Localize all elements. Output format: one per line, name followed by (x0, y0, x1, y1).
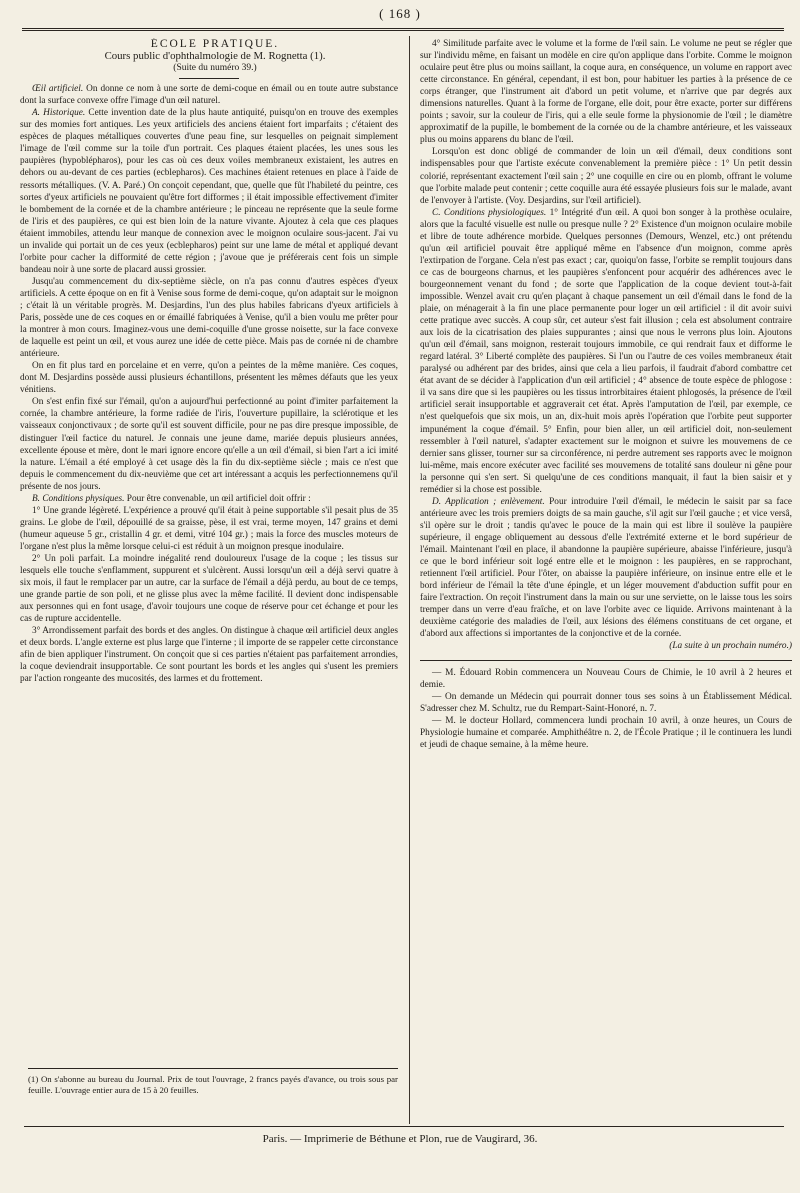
paragraph-polish: 2° Un poli parfait. La moindre inégalité rend douloureux l'usage de la coque ; les tissus sur lesquels elle touche s'enflamment, suppurent et s'ulcèrent. Aussi lorsqu'un œil a déjà servi quatre à six mois, il faut le remplacer par un autre, car la surface de l'émail a déjà perdu, au bout de ce temps, une grande partie de son poli, et ne glisse plus avec la même facilité. Il devient donc indispensable aux personnes qui en font usage, d'avoir toujours une coque de réserve pour cet échange et pour les cas de rupture accidentelle. (20, 553, 398, 625)
paragraph-history (20, 107, 398, 276)
footnote: (1) On s'abonne au bureau du Journal. Prix de tout l'ouvrage, 2 francs payés d'avance, ou trois sous par feuille. L'ouvrage entier aura de 15 à 20 feuilles. (28, 1074, 398, 1095)
imprint-rule (24, 1126, 784, 1127)
section-title: ÉCOLE PRATIQUE. (150, 38, 280, 50)
section-subtitle: Cours public d'ophthalmologie de M. Rognetta (1). (104, 50, 326, 63)
page-number: ( 168 ) (379, 6, 421, 21)
notice-item: — On demande un Médecin qui pourrait donner tous ses soins à un Établissement Médical. S'adresser chez M. Schultz, rue du Rempart-Saint-Honoré, n. 7. (420, 692, 792, 715)
paragraph-label: Œil artificiel. (32, 84, 84, 95)
paragraph-label: D. Application ; enlèvement. (432, 496, 545, 507)
right-column (420, 38, 792, 1098)
paragraph-enamel: On s'est enfin fixé sur l'émail, qu'on a aujourd'hui perfectionné au point d'imiter parfaitement la cornée, la chambre antérieure, la forme radiée de l'iris, l'ouverture pupillaire, la sclérotique et les vaisseaux conjonctivaux ; de sorte qu'il est souvent difficile, pour ne pas dire presque impossible, de distinguer l'œil factice du naturel. Je connais une jeune dame, mariée depuis plusieurs années, excellente épouse et mère, dont le mari ignore encore qu'elle a un œil d'émail, si bien l'art a ici imité la nature. L'émail a été employé à cet usage dès la fin du dix-septième siècle ; mais ce n'est que depuis le commencement du dix-neuvième que cet art intéressant a acquis les perfectionnemens qu'il présente de nos jours. (20, 397, 398, 492)
paragraph-text: 1° Intégrité d'un œil. A quoi bon songer à la prothèse oculaire, alors que la faculté visuelle est nulle ou presque nulle ? 2° Existence d'un moignon oculaire mobile et libre de toute adhérence morbide. Quelques personnes (Demours, Wenzel, etc.) ont prétendu qu'un œil artificiel pouvait être appliqué même en l'absence d'un moignon, comme après l'extirpation de l'organe. Cela n'est pas exact ; car, quoiqu'on fasse, l'orbite se remplit toujours dans ce cas de bourgeons charnus, et les paupières s'enfoncent pour acquérir des adhérences avec le bourgeonnement venant du fond ; de sorte que l'application de la coque devient tout-à-fait impossible. Wenzel avait cru qu'en plaçant à chaque pansement un œil d'émail dans le fond de la plaie, on ménagerait à la fin une place permanente pour loger un œil artificiel : il dit avoir suivi cette pratique avec succès. A coup sûr, cet auteur s'est fait illusion ; cela est absolument contraire aux lois de la cicatrisation des plaies suppurantes ; ainsi que nous le verrons plus loin. Ajoutons qu'un œil d'émail, sans moignon, resterait toujours immobile, ce qui rendrait faux et difforme le regard latéral. 3° Liberté complète des paupières. Si l'un ou l'autre de ces voiles membraneux était paralysé ou adhérent par des brides, ainsi que cela a lieu parfois, il faudrait d'abord combattre cet état avant de se décider à l'application d'un œil artificiel ; 4° absence de toute espèce de phlogose : il va sans dire que si les paupières ou les tissus introrbitaires étaient phlogosés, la présence de l'œil artificiel serait insupportable et aggraverait cet état. Après l'amputation de l'œil, par exemple, ce n'est quelquefois que six mois, un an, dix-huit mois après l'opération que l'orbite peut supporter impunément la coque d'émail. 5° Enfin, pour bien aller, un œil artificiel doit, non-seulement ressembler à l'œil naturel, s'adapter exactement sur le moignon et suivre les mouvemens de ce dernier sans glisser, tourner sur sa circonférence, ni perdre autrement ses rapports avec le moignon lui-même, mais encore exécuter avec facilité ses mouvemens de totalité sans douleur ni gêne pour la personne qui s'en sert. Si quelqu'une de ces conditions manquait, il faut la bien saisir et y remédier si la chose est possible. (420, 207, 792, 495)
paragraph-porcelain: On en fit plus tard en porcelaine et en verre, qu'on a peintes de la même manière. Ces coques, dont M. Desjardins possède aussi plusieurs échantillons, présentent les mêmes défauts que les yeux vénitiens. (20, 361, 398, 396)
column-divider (409, 36, 410, 1124)
paragraph-lightness: 1° Une grande légèreté. L'expérience a prouvé qu'il était à peine supportable s'il pesait plus de 35 grains. Le globe de l'œil, dépouillé de sa graisse, pèse, il est vrai, terme moyen, 147 grains et demi (humeur aqueuse 5 gr., cristallin 4 gr. et demi, vitré 104 gr.) ; mais la force des muscles moteurs de l'organe n'est plus la même lorsque celui-ci est réduit à un moignon presque inodulaire. (20, 505, 398, 552)
paragraph-label: A. Historique. (32, 108, 86, 119)
left-column (20, 38, 398, 1068)
paragraph-label: B. Conditions physiques. (32, 493, 125, 504)
top-double-rule (22, 28, 784, 31)
paragraph-text: On donne ce nom à une sorte de demi-coque en émail ou en toute autre substance dont la surface convexe offre l'image d'un œil naturel. (20, 84, 398, 107)
paragraph-physical-conditions (20, 493, 398, 505)
paragraph-rounding: 3° Arrondissement parfait des bords et des angles. On distingue à chaque œil artificiel deux angles et deux bords. L'angle externe est plus large que l'interne ; il importe de se rappeler cette circonstance afin de bien appliquer l'instrument. On conçoit que si ces parties n'étaient pas parfaitement arrondies, la coque deviendrait insupportable. Ce sont pourtant les bords et les angles qui s'usent les premiers par l'action rongeante des mucosités, des larmes et du frottement. (20, 626, 398, 685)
imprint: Paris. — Imprimerie de Béthune et Plon, rue de Vaugirard, 36. (262, 1133, 538, 1145)
short-rule (179, 78, 239, 79)
paragraph-similitude: 4° Similitude parfaite avec le volume et la forme de l'œil sain. Le volume ne peut se régler que sur l'individu même, en faisant un modèle en cire qu'on applique dans l'orbite. Comme le moignon oculaire peut être plus ou moins saillant, la coque aura, en conséquence, un volume en rapport avec cette circonstance. En général, cependant, il est bon, pour habituer les parties à la présence de ce corps étranger, que l'instrument ait d'abord un petit volume, et n'arrive que par degrés aux dimensions naturelles. Quant à la forme de l'organe, elle doit, pour être exacte, porter sur différens points ; savoir, sur la couleur de l'iris, qui a elle seule forme la physionomie de l'œil ; le diamètre approximatif de la pupille, le bombement de la cornée ou de la chambre antérieure, et les vaisseaux plus ou moins apparens du blanc de l'œil. (420, 39, 792, 146)
paragraph-label: C. Conditions physiologiques. (432, 207, 547, 218)
footnote-rule (28, 1068, 398, 1069)
paragraph-text: Pour être convenable, un œil artificiel doit offrir : (126, 493, 311, 504)
to-be-continued-text: (La suite à un prochain numéro.) (669, 641, 792, 652)
continued-note: (Suite du numéro 39.) (173, 63, 257, 74)
notices-rule (420, 660, 792, 661)
notice-item: — M. Édouard Robin commencera un Nouveau Cours de Chimie, le 10 avril à 2 heures et demie. (420, 668, 792, 691)
paragraph-physiological-conditions (420, 207, 792, 496)
paragraph-ordering: Lorsqu'on est donc obligé de commander de loin un œil d'émail, deux conditions sont indispensables pour que l'artiste exécute convenablement la première pièce : 1° Un petit dessin colorié, représentant exactement l'œil sain ; 2° une coquille en cire ou en plomb, offrant le volume que l'orbite malade peut contenir ; cette coquille aura été essayée plusieurs fois sur le malade, avant de l'envoyer à l'artiste. (Voy. Desjardins, sur l'œil artificiel). (420, 147, 792, 206)
paragraph-artificial-eye (20, 83, 398, 107)
notice-item: — M. le docteur Hollard, commencera lundi prochain 10 avril, à onze heures, un Cours de Physiologie humaine et comparée. Amphithéâtre n. 2, de l'École Pratique ; il le continuera les lundi et jeudi de chaque semaine, à la même heure. (420, 716, 792, 751)
paragraph-venice: Jusqu'au commencement du dix-septième siècle, on n'a pas connu d'autres espèces d'yeux artificiels. A cette époque on en fit à Venise sous forme de demi-coque, qu'on adaptait sur le moignon ; c'était là un véritable progrès. M. Desjardins, l'un des plus habiles fabricans d'yeux artificiels à Paris, possède une de ces coques en or émaillé fabriquées à Venise, qu'il a bien voulu me prêter pour la montrer à mon cours. Imaginez-vous une demi-coquille d'une grosse noisette, sur la face convexe de laquelle est peint un œil, et vous aurez une idée de cette pièce. Mais pas de cornée ni de chambre antérieure. (20, 276, 398, 360)
paragraph-text: Cette invention date de la plus haute antiquité, puisqu'on en trouve des exemples sur des momies fort antiques. Les yeux artificiels des anciens étaient fort imparfaits ; c'étaient des espèces de plaques métalliques couvertes d'une peau fine, sur lesquelles on peignait simplement l'image de l'œil comme sur la toile d'un portrait. Ces plaques étaient placées, les unes sous les paupières (hypoblépharos), pour les cas où ces deux voiles membraneux existaient, les autres en dehors ou au-devant de ces parties (ecblepharos). Ces machines étaient retenues en place à l'aide de ressorts métalliques. (V. A. Paré.) On conçoit cependant, que, quelle que fût l'habileté du peintre, ces sortes d'yeux artificiels ne pouvaient qu'être fort difformes ; il était impossible effectivement d'imiter le bombement de la cornée et de la chambre antérieure ; le pinceau ne représente que la seule forme de l'iris et des paupières, ce qui est bien loin de la nature vivante. Ajoutez à cela que ces plaques étaient immobiles, attendu leur manque de connexion avec le moignon oculaire sous-jacent. J'ai vu un invalide qui portait un de ces yeux (ecblepharos) peint sur une lame de métal et appliqué devant l'orbite pour cacher la difformité de cette région ; j'avoue que je préférerais cent fois un simple bandeau noir à une sorte de placard aussi grossier. (20, 108, 398, 275)
paragraph-text: Pour introduire l'œil d'émail, le médecin le saisit par sa face antérieure avec les trois premiers doigts de sa main gauche, s'il agit sur l'œil gauche ; et vice versâ, s'il opère sur le droit ; tandis qu'avec le pouce de la main qui est libre il soulève la paupière supérieure, il engage obliquement au dessous d'elle l'extrémité externe et le bord supérieur de l'émail. Maintenant l'œil en place, il abandonne la paupière supérieure, abaisse l'inférieure, jusqu'à ce que le bord inférieur soit logé entre elle et le moignon : les paupières, en se rapprochant, retiennent l'œil artificiel. Pour l'ôter, on abaisse la paupière inférieure, on insinue entre elle et le bord inférieur de l'émail la tête d'une épingle, et un léger mouvement d'abduction suffit pour en faire l'extraction. On reçoit l'instrument dans la main ou sur une serviette, on le laisse tous les soirs tremper dans un verre d'eau fraîche, et on lave l'orbite avec ce liquide. Arrivons maintenant à la deuxième catégorie des maladies de l'œil, aux lésions des élémens constituans de cet organe, et d'abord aux affections si importantes de la conjonctive et de la cornée. (420, 496, 792, 640)
paragraph-application (420, 496, 792, 641)
to-be-continued (420, 640, 792, 652)
